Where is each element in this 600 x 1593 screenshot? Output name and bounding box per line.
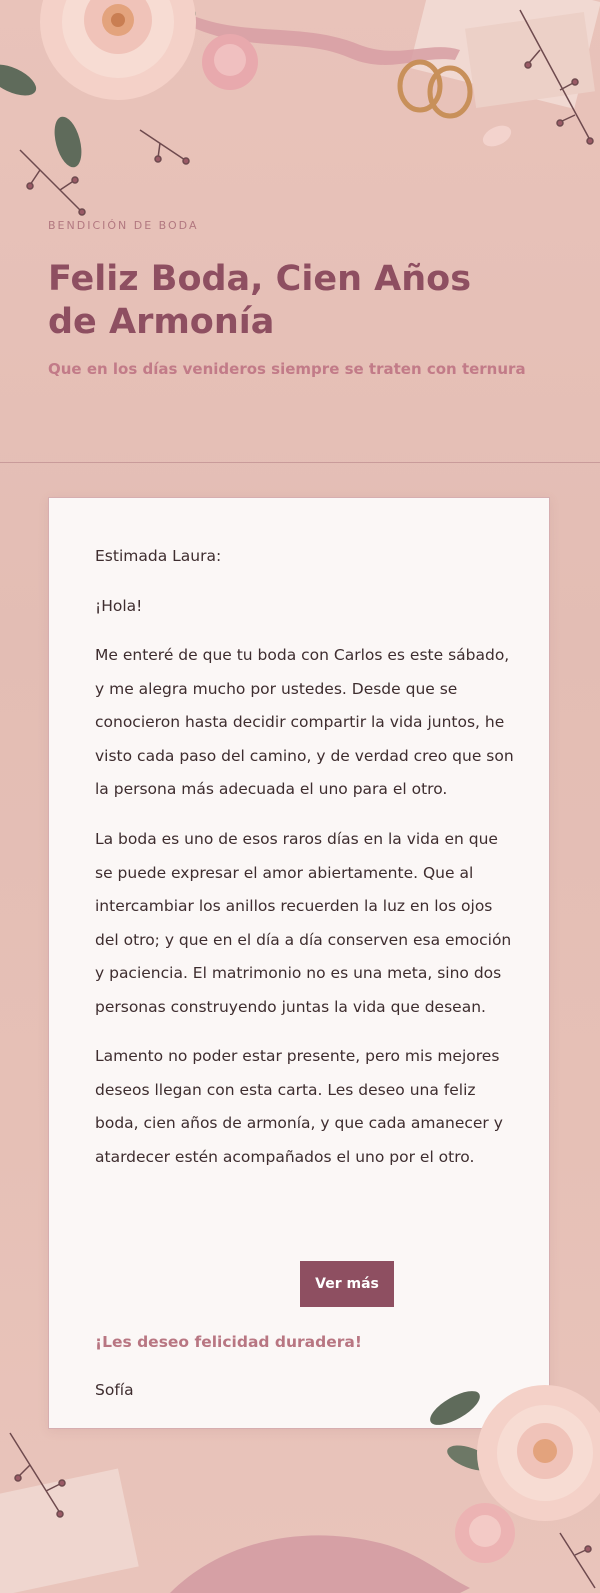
rose-bud-icon	[202, 34, 258, 90]
letter-signature: Sofía	[95, 1381, 134, 1399]
floral-header-decoration	[0, 0, 600, 230]
letter-paragraph: La boda es uno de esos raros días en la vida en que se puede expresar el amor abiertamente. Que al intercambiar los anillos recuerden la luz en los ojos del otro; y que en el día a día conserven esa emoción y paciencia. El matrimonio no es una meta, sino dos personas construyendo juntas la vida que desean.	[95, 830, 512, 1016]
ribbon-icon	[170, 1535, 470, 1593]
see-more-button[interactable]: Ver más	[300, 1261, 394, 1307]
letter-hello: ¡Hola!	[95, 597, 143, 615]
letter-card	[48, 497, 550, 1429]
page-subtitle: Que en los días venideros siempre se traten con ternura	[48, 360, 526, 378]
paper-card-icon	[0, 1468, 139, 1593]
page-title: Feliz Boda, Cien Años de Armonía	[48, 259, 472, 342]
header-divider	[0, 462, 600, 463]
letter-closing: ¡Les deseo felicidad duradera!	[95, 1333, 362, 1351]
eyebrow-label: BENDICIÓN DE BODA	[48, 219, 199, 232]
wedding-rings-icon	[400, 62, 470, 116]
rose-icon	[455, 1385, 600, 1563]
letter-paragraph: Me enteré de que tu boda con Carlos es este sábado, y me alegra mucho por ustedes. Desde que se conocieron hasta decidir compartir la vida juntos, he visto cada paso del camino, y de verdad creo que son la persona más adecuada el uno para el otro.	[95, 646, 514, 798]
rose-icon	[40, 0, 196, 100]
letter-greeting: Estimada Laura:	[95, 547, 222, 565]
floral-footer-decoration	[0, 1373, 600, 1593]
petal-icon	[480, 122, 515, 151]
letter-paragraph: Lamento no poder estar presente, pero mis mejores deseos llegan con esta carta. Les deseo una feliz boda, cien años de armonía, y que cada amanecer y atardecer estén acompañados el uno por el otro.	[95, 1047, 503, 1166]
